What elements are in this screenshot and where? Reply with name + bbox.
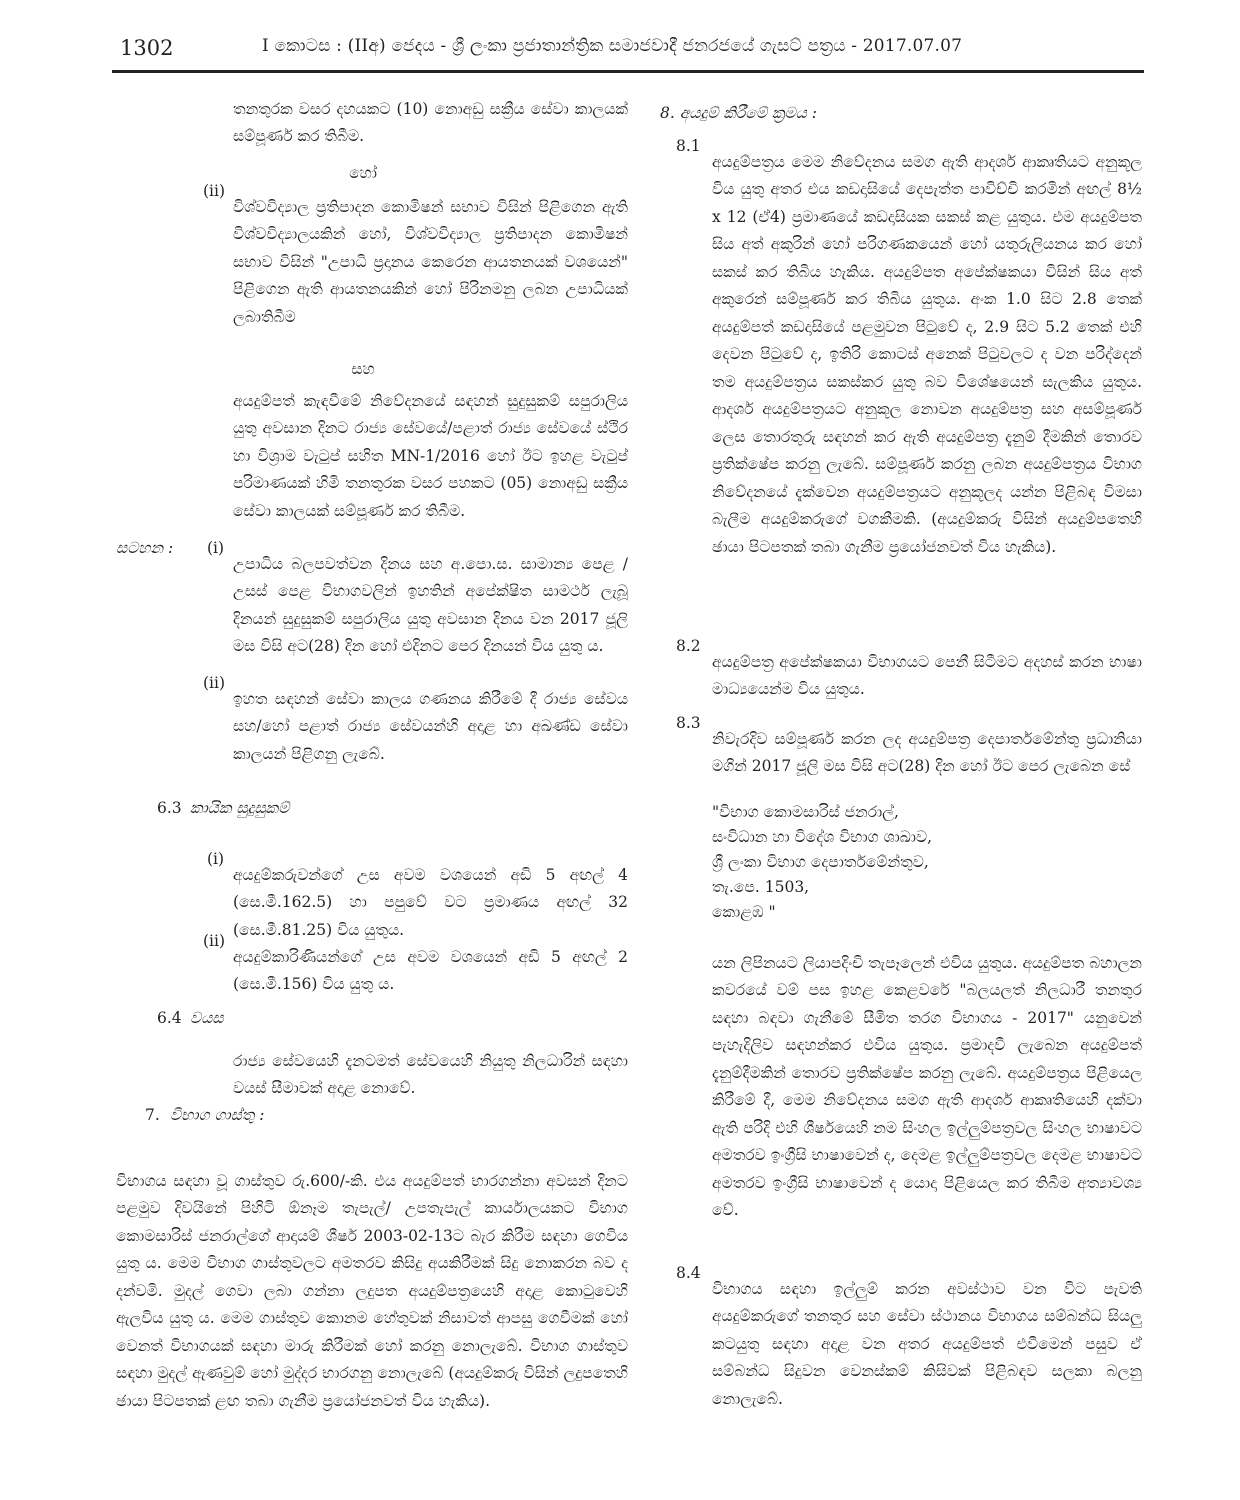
section-6-3-number: 6.3 [157,799,182,817]
section-8-1-text: අයදුම්පත්‍රය මෙම නිවේදනය සමග ඇති ආදර්ශ ආකෘතියට අනුකූල විය යුතු අතර එය කඩදාසියේ දෙපැත්ත පාවිච්චි කරමින් අඟල් 8½ x 12 (ඒ4) ප්‍රමාණයේ කඩදාසියක සකස් කළ යුතුය. එම අයදුම්පත සිය අත් අකුරින් හෝ පරිගණකයෙන් හෝ යතුරුලියනය කර හෝ සකස් කර තිබිය හැකිය. අයදුම්පත අපේක්ෂකයා විසින් සිය අත් අකුරෙන් සම්පූර්ණ කර තිබිය යුතුය. අංක 1.0 සිට 2.8 තෙක් අයදුම්පත් කඩදාසියේ පළමුවන පිටුවේ ද, 2.9 සිට 5.2 තෙක් එහි දෙවන පිටුවේ ද, ඉතිරි කොටස් අනෙක් පිටුවලට ද වන පරිද්දෙන් තම අයදුම්පත්‍රය සකස්කර යුතු බව විශේෂයෙන් සැලකිය යුතුය. ආදර්ශ අයදුම්පත්‍රයට අනුකූල නොවන අයදුම්පත්‍ර සහ අසම්පූර්ණ ලෙස තොරතුරු සඳහන් කර ඇති අයදුම්පත්‍ර දැනුම් දීමකින් තොරව ප්‍රතික්ෂේප කරනු ලැබේ. සම්පූර්ණ කරනු ලබන අයදුම්පත්‍රය විභාග නිවේදනයේ දැක්වෙන අයදුම්පත්‍රයට අනුකූලද යන්න පිළිබඳ විමසා බැලීම අයදුම්කරුගේ වගකීමකි. (අයදුම්කරු විසින් අයදුම්පතෙහි ඡායා පිටපතක් තබා ගැනීම ප්‍රයෝජනවත් විය හැකිය). [712,152,1142,556]
section-6-4-number: 6.4 [157,1009,182,1027]
section-8-heading: 8. අයදුම් කිරීමේ ක්‍රමය : [660,103,817,122]
header-divider [112,70,1144,73]
and-paragraph: අයදුම්පත් කැඳවීමේ නිවේදනයේ සඳහන් සුදුසුකම් සපුරාලිය යුතු අවසාන දිනට රාජ්‍ය සේවයේ/පළාත් රාජ්‍ය සේවයේ ස්ථිර හා විශ්‍රාම වැටුප් සහිත MN-1/2016 හෝ ඊට ඉහළ වැටුප් පරිමාණයක් හිමි තනතුරක වසර පහකට (05) නොඅඩු සක්‍රීය සේවා කාලයක් සම්පූර්ණ කර තිබීම. [233,391,628,520]
address-line-2: සංවිධාන හා විදේශ විභාග ශාඛාව, [712,827,933,846]
section-8-2-text: අයදුම්පත්‍ර අපේක්ෂකයා විභාගයට පෙනී සිටීමට අදහස් කරන භාෂා මාධ්‍යයෙන්ම විය යුතුය. [712,652,1142,698]
address-line-3: ශ්‍රී ලංකා විභාග දෙපාර්තමේන්තුව, [712,852,929,871]
s63-i-text: අයදුම්කරුවන්ගේ උස අවම වශයෙන් අඩි 5 අඟල් 4 (සෙ.මී.162.5) හා පපුවේ වට ප්‍රමාණය අඟල් 32 (සෙ.මී.81.25) විය යුතුය. [233,865,629,939]
item-ii-text: විශ්වවිද්‍යාල ප්‍රතිපාදන කොමිෂන් සභාව විසින් පිළිගෙන ඇති විශ්වවිද්‍යාලයකින් හෝ, විශ්වවිද්‍යාල ප්‍රතිපාදන කොමිෂන් සභාව විසින් "උපාධි ප්‍රදානය කෙරෙන ආයතනයක් වශයෙන්" පිළිගෙන ඇති ආයතනයකින් හෝ පිරිනමනු ලබන උපාධියක් ලබාතිබීම [233,197,628,326]
section-7-number: 7. [145,1106,160,1124]
address-line-4: තැ.පෙ. 1503, [712,877,810,896]
section-7-title: විභාග ගාස්තු : [170,1106,265,1124]
note-label: සටහන : [116,539,174,557]
or-label: හෝ [349,163,377,182]
section-8-4-text: විභාගය සඳහා ඉල්ලුම් කරන අවස්ථාව වන විට පැවති අයදුම්කරුගේ තනතුර සහ සේවා ස්ථානය විභාගය සම්බන්ධ සියලු කටයුතු සඳහා අදාළ වන අතර අයදුම්පත් එවීමෙන් පසුව ඒ සම්බන්ධ සිදුවන වෙනස්කම් කිසිවක් පිළිබඳව සලකා බලනු නොලැබේ. [712,1279,1142,1408]
intro-paragraph: තනතුරක වසර දහයකට (10) නොඅඩු සක්‍රීය සේවා කාලයක් සම්පූර්ණ කර තිබීම. [233,99,628,145]
section-8-4-number: 8.4 [676,1264,701,1282]
section-7-text: විභාගය සඳහා වූ ගාස්තුව රු.600/-කි. එය අයදුම්පත් භාරගන්නා අවසන් දිනට පළමුව දිවයිනේ පිහිටි ඕනෑම තැපැල්/ උපතැපැල් කාර්යාලයකට විභාග කොමසාරිස් ජනරාල්ගේ ආදායම් ශීර්ෂ 2003-02-13ට බැර කිරීම සඳහා ගෙවිය යුතු ය. මෙම විභාග ගාස්තුවලට අමතරව කිසිදු අයකිරීමක් සිදු නොකරන බව ද දන්වමි. මුදල් ගෙවා ලබා ගන්නා ලදුපත අයදුම්පත්‍රයෙහි අදාළ කොටුවෙහි ඇලවිය යුතු ය. මෙම ගාස්තුව කොනම හේතුවක් නිසාවත් ආපසු ගෙවීමක් හෝ වෙනත් විභාගයක් සඳහා මාරු කිරීමක් හෝ කරනු නොලැබේ. විභාග ගාස්තුව සඳහා මුදල් ඇණවුම් හෝ මුද්දර භාරගනු නොලැබේ (අයදුම්කරු විසින් ලදුපතෙහි ඡායා පිටපතක් ළඟ තබා ගැනීම ප්‍රයෝජනවත් විය හැකිය). [116,1171,628,1410]
section-8-3-text: නිවැරදිව සම්පූර්ණ කරන ලද අයදුම්පත්‍ර දෙපාර්තමේන්තු ප්‍රධානියා මගින් 2017 ජූලි මස විසි අට(28) දින හෝ ඊට පෙර ලැබෙන සේ [712,729,1142,775]
page-header [112,30,1144,70]
address-line-5: කොළඹ " [712,902,776,921]
section-8-3-number: 8.3 [676,714,701,732]
note-ii-label: (ii) [203,674,226,692]
section-6-4-title: වයස [190,1009,224,1027]
section-8-1-number: 8.1 [676,137,701,155]
section-8-3-continuation: යන ලිපිනයට ලියාපදිංචි තැපෑලෙන් එවිය යුතුය. අයදුම්පත බහාලන කවරයේ වම් පස ඉහළ කෙළවරේ "බලයලත් නිලධාරී තනතුර සඳහා බඳවා ගැනීමේ සීමිත තරග විභාගය - 2017" යනුවෙන් පැහැදිලිව සඳහන්කර එවිය යුතුය. ප්‍රමාදවී ලැබෙන අයදුම්පත් දැනුම්දීමකින් තොරව ප්‍රතික්ෂේප කරනු ලැබේ. අයදුම්පත්‍රය පිළියෙල කිරීමේ දී, මෙම නිවේදනය සමග ඇති ආදර්ශ ආකෘතියෙහි දක්වා ඇති පරිදි එහි ශීර්ෂයෙහි නම සිංහල ඉල්ලුම්පත්‍රවල සිංහල භාෂාවට අමතරව ඉංග්‍රීසි භාෂාවෙන් ද, දෙමළ ඉල්ලුම්පත්‍රවල දෙමළ භාෂාවට අමතරව ඉංග්‍රීසි භාෂාවෙන් ද යොදා පිළියෙල කර තිබීම අත්‍යාවශ්‍ය වේ. [712,953,1142,1219]
note-i-label: (i) [207,539,225,557]
and-label: සහ [351,359,375,378]
section-8-2-number: 8.2 [676,637,701,655]
note-ii-text: ඉහත සඳහන් සේවා කාලය ගණනය කිරීමේ දී රාජ්‍ය සේවය සහ/හෝ පළාත් රාජ්‍ය සේවයන්හි අදාළ හා අඛණ්ඩ සේවා කාලයන් පිළිගනු ලැබේ. [233,689,628,763]
s63-ii-label: (ii) [203,932,226,950]
note-i-text: උපාධිය බලපවත්වන දිනය සහ අ.පො.ස. සාමාන්‍ය පෙළ /උසස් පෙළ විභාගවලින් ඉහතින් අපේක්ෂිත සාමර්ථ ලැබූ දිනයන් සුදුසුකම් සපුරාලිය යුතු අවසාන දිනය වන 2017 ජූලි මස විසි අට(28) දින හෝ එදිනට පෙර දිනයන් විය යුතු ය. [233,554,628,655]
section-6-3-title: කායික සුදුසුකම් [190,799,290,817]
address-line-1: "විභාග කොමසාරිස් ජනරාල්, [712,802,899,821]
item-ii-label: (ii) [203,182,226,200]
section-6-4-text: රාජ්‍ය සේවයෙහි දැනටමත් සේවයෙහි නියුතු නිලධාරින් සඳහා වයස් සීමාවක් අදාළ නොවේ. [233,1051,628,1097]
s63-ii-text: අයදුම්කාරිණියන්ගේ උස අවම වශයෙන් අඩි 5 අඟල් 2 (සෙ.මී.156) විය යුතු ය. [233,947,628,993]
page-number: 1302 [120,36,174,60]
gazette-header-title: I කොටස : (IIඅ) ජෙදය - ශ්‍රී ලංකා ප්‍රජාතාන්ත්‍රික සමාජවාදී ජනරජයේ ගැසට් පත්‍රය - 2017.07.07 [262,36,963,56]
s63-i-label: (i) [207,850,225,868]
